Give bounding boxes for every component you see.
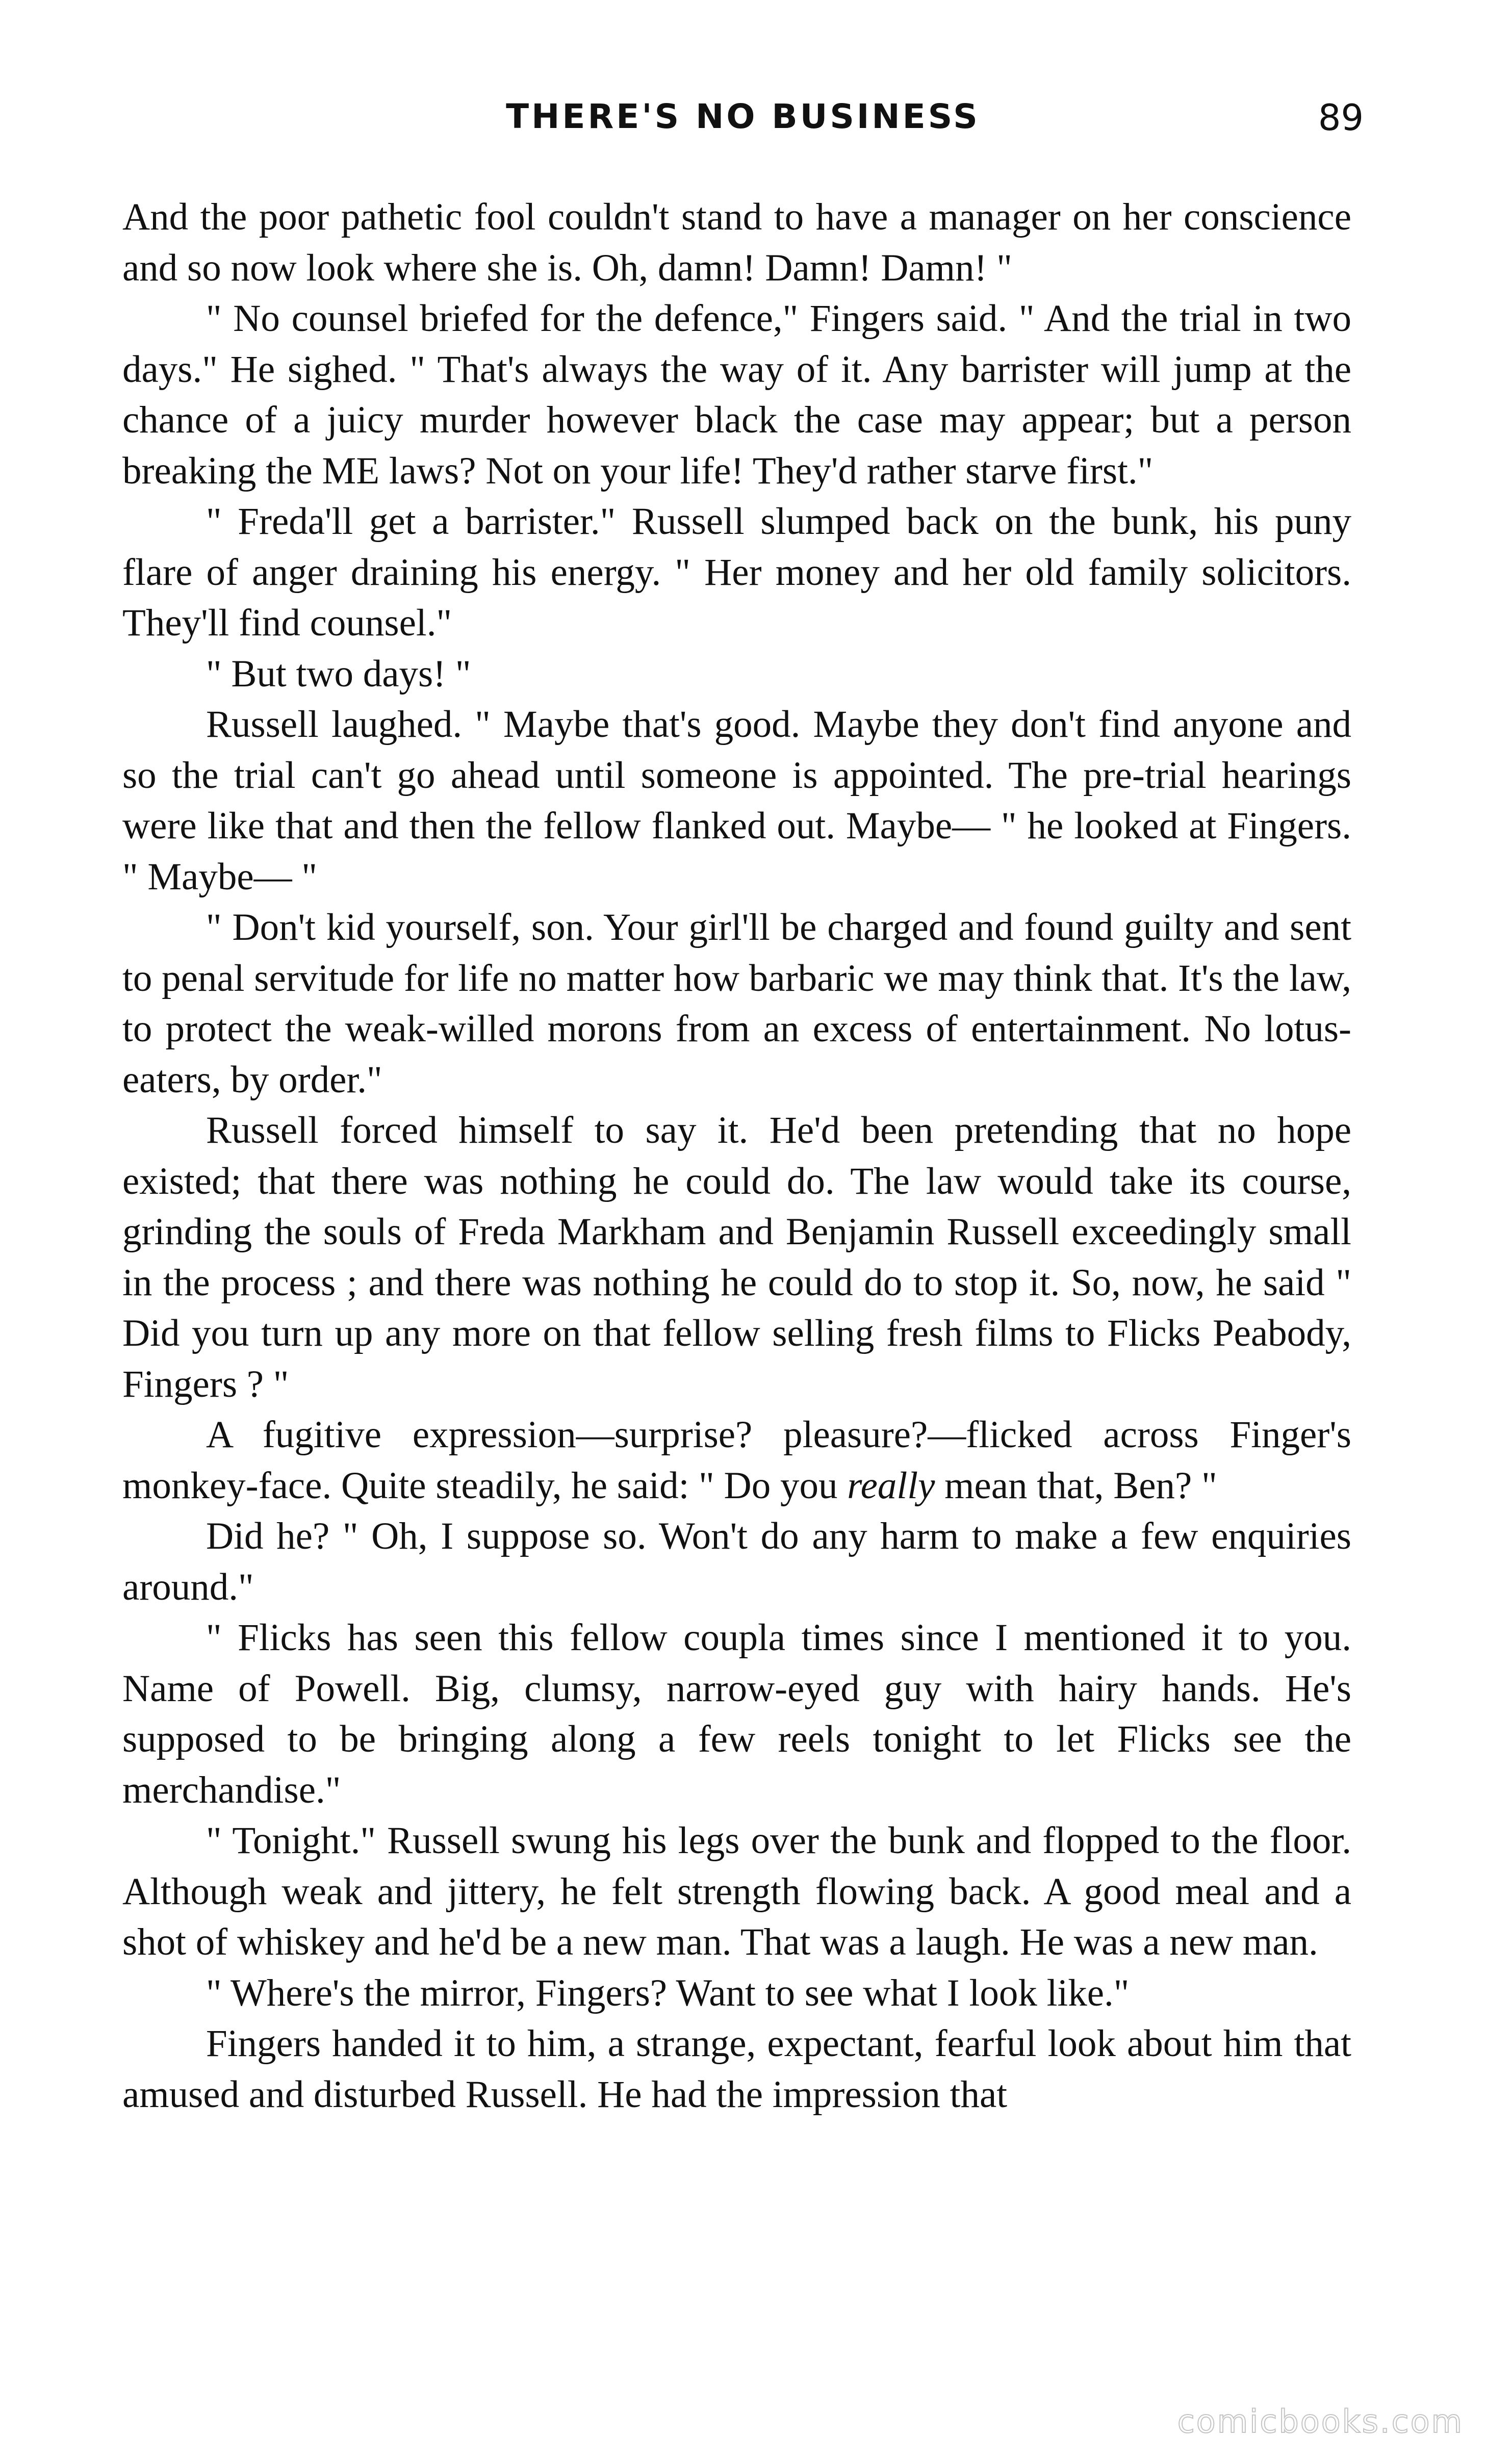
paragraph-12 [122,1968,1351,2019]
paragraph-4 [122,649,1351,700]
paragraph-text: Russell laughed. " Maybe that's good. Maybe they don't find anyone and so the trial can't go ahead until someone is appointed. The pre-trial hearings were like that and then the fellow flanked out. Maybe— " he looked at Fingers. " Maybe— " [122,703,1351,898]
paragraph-text: " Tonight." Russell swung his legs over the bunk and flopped to the floor. Although weak and jittery, he felt strength flowing back. A good meal and a shot of whiskey and he'd be a new man. That was a laugh. He was a new man. [122,1819,1351,1963]
paragraph-13 [122,2018,1351,2120]
paragraph-2 [122,293,1351,496]
paragraph-text: " No counsel briefed for the defence," Fingers said. " And the trial in two days." He sighed. " That's always the way of it. Any barrister will jump at the chance of a juicy murder however black the case may appear; but a person breaking the ME laws? Not on your life! They'd rather starve first." [122,297,1351,492]
paragraph-8 [122,1409,1351,1511]
paragraph-text: " Where's the mirror, Fingers? Want to see what I look like." [206,1971,1130,2014]
paragraph-10 [122,1612,1351,1815]
paragraph-text: " Freda'll get a barrister." Russell slumped back on the bunk, his puny flare of anger draining his energy. " Her money and her old family solicitors. They'll find counsel." [122,500,1351,644]
paragraph-text: Russell forced himself to say it. He'd been pretending that no hope existed; that there was nothing he could do. The law would take its course, grinding the souls of Freda Markham and Benjamin Russell exceedingly small in the process ; and there was nothing he could do to stop it. So, now, he said " Did you turn up any more on that fellow selling fresh films to Flicks Peabody, Fingers ? " [122,1109,1351,1405]
watermark: comicbooks.com [1177,2403,1464,2440]
paragraph-11 [122,1815,1351,1968]
paragraph-text: Fingers handed it to him, a strange, expectant, fearful look about him that amused and disturbed Russell. He had the impression that [122,2022,1351,2116]
page-header [122,97,1364,153]
emphasis-text: really [847,1464,935,1507]
paragraph-5 [122,699,1351,902]
page-number: 89 [1318,97,1364,139]
running-head: THERE'S NO BUSINESS [506,97,980,136]
body-text [122,192,1351,2120]
paragraph-6 [122,902,1351,1105]
paragraph-text: " Flicks has seen this fellow coupla times since I mentioned it to you. Name of Powell. Big, clumsy, narrow-eyed guy with hairy hands. He's supposed to be bringing along a few reels tonight to let Flicks see the merchandise." [122,1616,1351,1811]
paragraph-text: mean that, Ben? " [935,1464,1217,1507]
paragraph-text: " But two days! " [206,652,471,695]
paragraph-text: Did he? " Oh, I suppose so. Won't do any harm to make a few enquiries around." [122,1515,1351,1608]
paragraph-9 [122,1511,1351,1612]
paragraph-1 [122,192,1351,293]
paragraph-text: " Don't kid yourself, son. Your girl'll be charged and found guilty and sent to penal servitude for life no matter how barbaric we may think that. It's the law, to protect the weak-willed morons from an excess of entertainment. No lotus-eaters, by order." [122,906,1351,1101]
paragraph-3 [122,496,1351,649]
paragraph-text: A fugitive expression—surprise? pleasure?—flicked across Finger's monkey-face. Quite steadily, he said: " Do you [122,1414,1351,1507]
paragraph-text: And the poor pathetic fool couldn't stand to have a manager on her conscience and so now look where she is. Oh, damn! Damn! Damn! " [122,196,1351,289]
paragraph-7 [122,1105,1351,1409]
